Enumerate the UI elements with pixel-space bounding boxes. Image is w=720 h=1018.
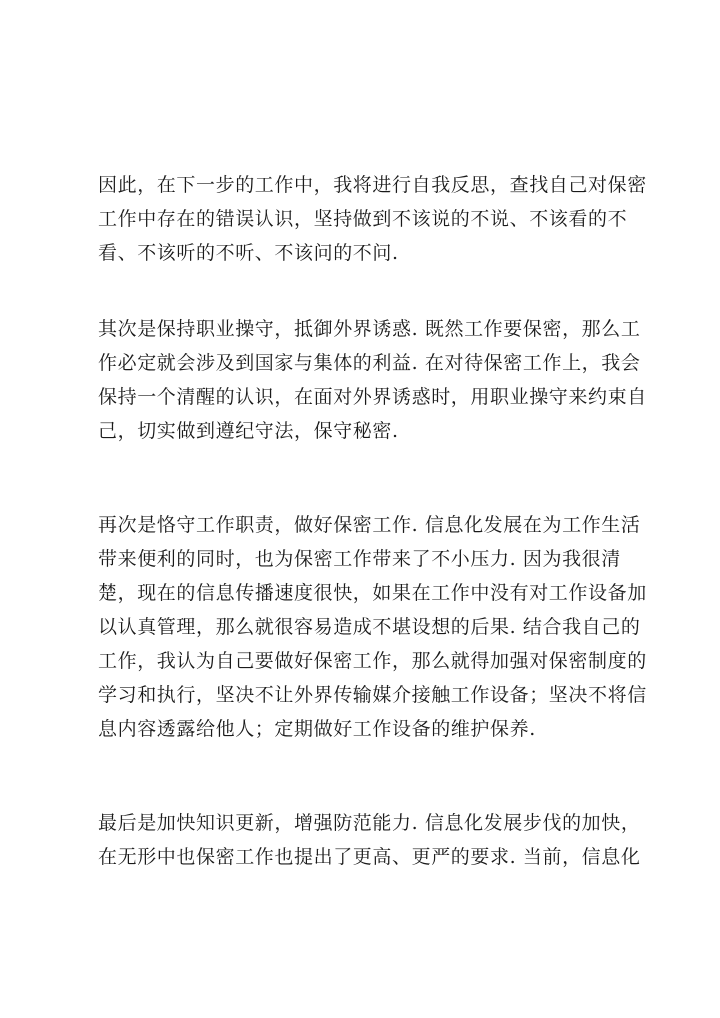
text-line: 学习和执行，坚决不让外界传输媒介接触工作设备；坚决不将信 [98, 684, 647, 706]
paragraph-knowledge-update [98, 806, 641, 874]
text-line: 楚，现在的信息传播速度很快，如果在工作中没有对工作设备加 [98, 582, 647, 604]
text-line: 息内容透露给他人；定期做好工作设备的维护保养. [98, 718, 536, 740]
text-line: 保持一个清醒的认识，在面对外界诱惑时，用职业操守来约束自 [98, 386, 647, 408]
text-line: 最后是加快知识更新，增强防范能力. 信息化发展步伐的加快， [98, 812, 641, 834]
text-line: 作必定就会涉及到国家与集体的利益. 在对待保密工作上，我会 [98, 352, 641, 374]
text-line: 再次是恪守工作职责，做好保密工作. 信息化发展在为工作生活 [98, 514, 641, 536]
text-line: 看、不该听的不听、不该问的不问. [98, 242, 399, 264]
paragraph-professional-ethics [98, 312, 647, 448]
text-line: 因此，在下一步的工作中，我将进行自我反思，查找自己对保密 [98, 174, 647, 196]
paragraph-duties [98, 508, 647, 746]
text-line: 己，切实做到遵纪守法，保守秘密. [98, 420, 399, 442]
text-line: 其次是保持职业操守，抵御外界诱惑. 既然工作要保密，那么工 [98, 318, 641, 340]
text-line: 带来便利的同时，也为保密工作带来了不小压力. 因为我很清 [98, 548, 621, 570]
text-line: 工作中存在的错误认识，坚持做到不该说的不说、不该看的不 [98, 208, 628, 230]
paragraph-reflection [98, 168, 647, 270]
text-line: 在无形中也保密工作也提出了更高、更严的要求. 当前，信息化 [98, 846, 641, 868]
text-line: 以认真管理，那么就很容易造成不堪设想的后果. 结合我自己的 [98, 616, 641, 638]
text-line: 工作，我认为自己要做好保密工作，那么就得加强对保密制度的 [98, 650, 647, 672]
